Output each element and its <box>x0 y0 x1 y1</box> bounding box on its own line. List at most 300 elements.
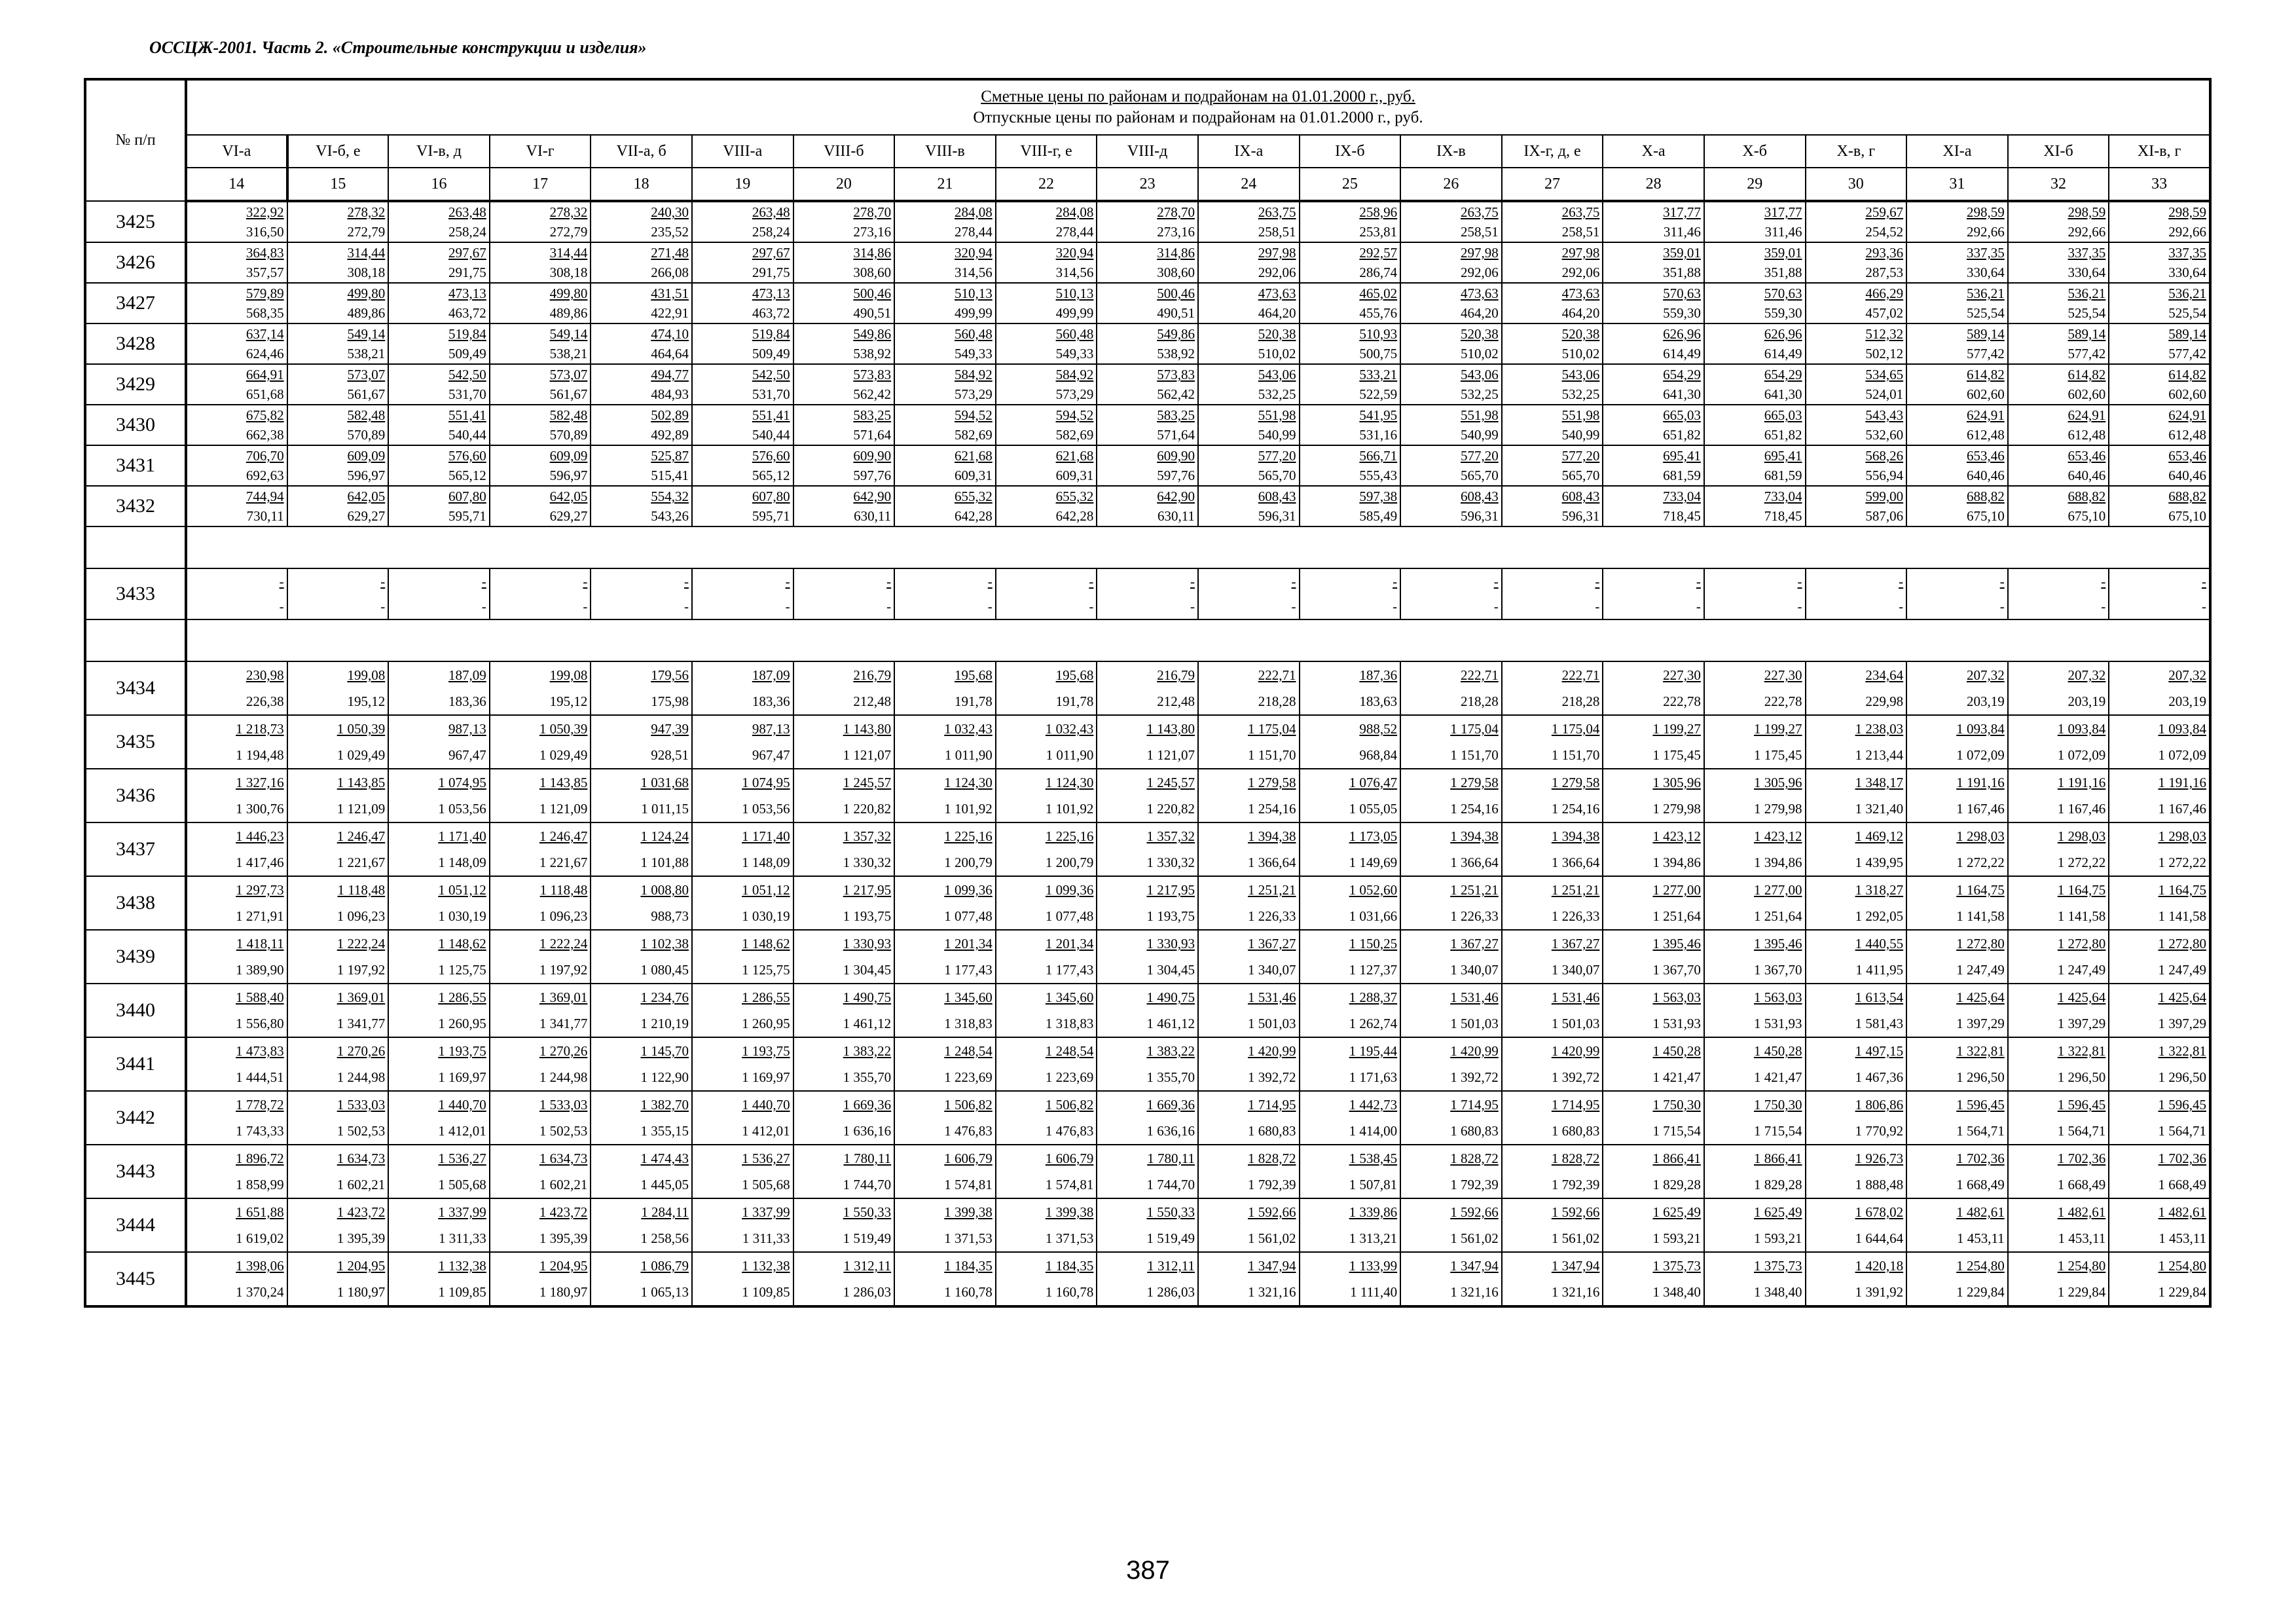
estimate-price: 608,43 <box>1460 489 1499 504</box>
price-cell <box>1906 715 2008 769</box>
estimate-price: 263,75 <box>1561 204 1600 220</box>
price-cell <box>1097 405 1198 445</box>
estimate-price: 624,91 <box>2168 407 2206 423</box>
release-price: 1 262,74 <box>1349 1016 1398 1031</box>
price-cell <box>692 445 793 486</box>
release-price: - <box>1999 599 2005 614</box>
estimate-price: 1 143,85 <box>337 775 386 790</box>
release-price: 1 439,95 <box>1855 855 1904 870</box>
release-price: 612,48 <box>2068 427 2106 443</box>
price-cell <box>692 1252 793 1306</box>
estimate-price: 744,94 <box>246 489 284 504</box>
price-cell <box>1906 364 2008 405</box>
release-price: 1 461,12 <box>843 1016 892 1031</box>
estimate-price: 1 592,66 <box>1551 1204 1600 1220</box>
estimate-price: 1 606,79 <box>944 1151 993 1166</box>
release-price: 258,24 <box>752 224 790 240</box>
release-price: 1 177,43 <box>1045 962 1094 978</box>
release-price: 1 574,81 <box>944 1177 993 1192</box>
estimate-price: 207,32 <box>2168 667 2206 683</box>
release-price: 570,89 <box>549 427 588 443</box>
release-price: 1 286,03 <box>1146 1284 1195 1300</box>
release-price: 1 029,49 <box>539 747 588 763</box>
release-price: 1 151,70 <box>1450 747 1499 763</box>
price-cell <box>388 930 490 984</box>
row-number: 3433 <box>85 568 186 619</box>
price-cell <box>287 661 389 715</box>
price-cell <box>388 242 490 283</box>
price-cell <box>1502 323 1603 364</box>
estimate-price: 1 596,45 <box>1956 1097 2005 1113</box>
price-cell <box>1300 445 1401 486</box>
price-cell <box>894 364 996 405</box>
release-price: 543,26 <box>651 508 689 524</box>
estimate-price: 642,05 <box>347 489 386 504</box>
estimate-price: 551,98 <box>1561 407 1600 423</box>
release-price: 1 421,47 <box>1754 1069 1802 1085</box>
price-cell <box>793 876 895 930</box>
price-cell <box>388 1252 490 1306</box>
release-price: 510,02 <box>1460 346 1499 361</box>
release-price: 1 127,37 <box>1349 962 1398 978</box>
column-number: 14 <box>186 168 287 201</box>
release-price: 1 505,68 <box>742 1177 790 1192</box>
release-price: 490,51 <box>1157 305 1195 321</box>
price-cell <box>1097 984 1198 1037</box>
estimate-price: 594,52 <box>955 407 993 423</box>
estimate-price: 494,77 <box>651 367 689 382</box>
release-price: 561,67 <box>549 386 588 402</box>
estimate-price: 1 806,86 <box>1855 1097 1904 1113</box>
price-cell <box>490 1037 591 1091</box>
region-header: XI-в, г <box>2109 135 2210 168</box>
release-price: 330,64 <box>1966 265 2005 280</box>
column-number: 25 <box>1300 168 1401 201</box>
release-price: 596,97 <box>347 468 386 483</box>
release-price: 1 715,54 <box>1754 1123 1802 1139</box>
price-cell <box>186 930 287 984</box>
estimate-price: 314,44 <box>549 245 588 261</box>
price-cell <box>1806 568 1907 619</box>
column-number: 29 <box>1704 168 1806 201</box>
release-price: 1 304,45 <box>843 962 892 978</box>
release-price: - <box>583 599 588 614</box>
estimate-price: 1 550,33 <box>843 1204 892 1220</box>
spacer-cell <box>85 619 186 661</box>
price-cell <box>894 445 996 486</box>
estimate-price: 695,41 <box>1764 448 1802 464</box>
price-cell <box>1300 1145 1401 1198</box>
price-cell <box>1704 486 1806 526</box>
price-cell <box>1806 242 1907 283</box>
estimate-price: 293,36 <box>1865 245 1904 261</box>
estimate-price: - <box>2202 574 2206 589</box>
estimate-price: 549,14 <box>549 326 588 342</box>
estimate-price: 1 418,11 <box>236 936 284 951</box>
release-price: 1 286,03 <box>843 1284 892 1300</box>
price-cell <box>692 1037 793 1091</box>
estimate-price: 1 425,64 <box>2057 989 2106 1005</box>
estimate-price: 1 399,38 <box>944 1204 993 1220</box>
price-cell <box>287 323 389 364</box>
price-cell <box>1300 323 1401 364</box>
estimate-price: 534,65 <box>1865 367 1904 382</box>
column-number: 33 <box>2109 168 2210 201</box>
estimate-price: 1 482,61 <box>2057 1204 2106 1220</box>
release-price: 1 254,16 <box>1551 801 1600 817</box>
estimate-price: 263,48 <box>448 204 486 220</box>
price-cell <box>793 364 895 405</box>
release-price: 1 169,97 <box>742 1069 790 1085</box>
release-price: 1 101,92 <box>1045 801 1094 817</box>
spacer-cell <box>186 526 2210 568</box>
estimate-price: 621,68 <box>1055 448 1094 464</box>
price-cell <box>692 1198 793 1252</box>
price-cell <box>1603 486 1704 526</box>
table-row <box>85 930 2210 984</box>
price-cell <box>1806 876 1907 930</box>
spacer-row <box>85 619 2210 661</box>
release-price: 484,93 <box>651 386 689 402</box>
price-cell <box>591 364 692 405</box>
estimate-price: - <box>1393 574 1398 589</box>
estimate-price: 573,07 <box>347 367 386 382</box>
release-price: 531,70 <box>448 386 486 402</box>
release-price: 1 502,53 <box>539 1123 588 1139</box>
estimate-price: - <box>1595 574 1600 589</box>
release-price: 308,60 <box>853 265 892 280</box>
estimate-price: - <box>987 574 993 589</box>
price-cell <box>793 201 895 242</box>
estimate-price: 1 625,49 <box>1754 1204 1802 1220</box>
release-price: 292,06 <box>1258 265 1296 280</box>
price-cell <box>1704 661 1806 715</box>
price-cell <box>1704 201 1806 242</box>
price-cell <box>1603 1252 1704 1306</box>
estimate-price: 179,56 <box>651 667 689 683</box>
price-cell <box>591 769 692 822</box>
table-row <box>85 323 2210 364</box>
price-cell <box>1502 822 1603 876</box>
price-cell <box>1502 405 1603 445</box>
release-price: 573,29 <box>955 386 993 402</box>
estimate-price: 1 171,40 <box>742 828 790 844</box>
estimate-price: 583,25 <box>1157 407 1195 423</box>
price-cell <box>1300 661 1401 715</box>
release-price: 577,42 <box>2068 346 2106 361</box>
estimate-price: 1 093,84 <box>1956 721 2005 737</box>
estimate-price: 1 702,36 <box>2158 1151 2206 1166</box>
release-price: - <box>2202 599 2206 614</box>
table-row <box>85 568 2210 619</box>
row-number: 3425 <box>85 201 186 242</box>
release-price: 1 121,07 <box>1146 747 1195 763</box>
release-price: 1 321,16 <box>1248 1284 1296 1300</box>
estimate-price: 607,80 <box>752 489 790 504</box>
release-price: 1 501,03 <box>1551 1016 1600 1031</box>
price-cell <box>490 930 591 984</box>
release-price: - <box>785 599 790 614</box>
price-cell <box>1502 1198 1603 1252</box>
price-cell <box>1603 1198 1704 1252</box>
estimate-price: 1 164,75 <box>1956 882 2005 898</box>
estimate-price: 1 714,95 <box>1551 1097 1600 1113</box>
estimate-price: 314,86 <box>1157 245 1195 261</box>
estimate-price: 609,90 <box>853 448 892 464</box>
release-price: 1 169,97 <box>438 1069 486 1085</box>
price-cell <box>1198 242 1300 283</box>
release-price: 1 065,13 <box>640 1284 689 1300</box>
release-price: - <box>1797 599 1802 614</box>
estimate-price: 549,14 <box>347 326 386 342</box>
estimate-price: 1 669,36 <box>843 1097 892 1113</box>
price-cell <box>1502 984 1603 1037</box>
estimate-price: 1 398,06 <box>236 1258 284 1274</box>
release-price: 258,51 <box>1561 224 1600 240</box>
price-cell <box>1300 876 1401 930</box>
estimate-price: 1 592,66 <box>1450 1204 1499 1220</box>
estimate-price: - <box>1899 574 1904 589</box>
release-price: - <box>886 599 892 614</box>
estimate-price: 1 330,93 <box>1146 936 1195 951</box>
price-cell <box>1300 1037 1401 1091</box>
release-price: 614,49 <box>1764 346 1802 361</box>
release-price: 1 561,02 <box>1450 1230 1499 1246</box>
price-cell <box>1704 1145 1806 1198</box>
estimate-price: 1 482,61 <box>1956 1204 2005 1220</box>
estimate-price: 1 322,81 <box>2158 1043 2206 1059</box>
release-price: 1 371,53 <box>944 1230 993 1246</box>
release-price: 1 193,75 <box>843 908 892 924</box>
price-cell <box>1400 930 1502 984</box>
price-cell <box>1300 486 1401 526</box>
price-cell <box>2109 984 2210 1037</box>
release-price: 662,38 <box>246 427 284 443</box>
price-cell <box>287 1198 389 1252</box>
estimate-price: 655,32 <box>955 489 993 504</box>
region-header-row <box>85 135 2210 168</box>
estimate-price: 500,46 <box>1157 286 1195 301</box>
estimate-price: 1 714,95 <box>1248 1097 1296 1113</box>
estimate-price: 1 191,16 <box>2158 775 2206 790</box>
release-price: 1 151,70 <box>1551 747 1600 763</box>
price-cell <box>186 661 287 715</box>
price-cell <box>793 283 895 323</box>
release-price: 540,44 <box>752 427 790 443</box>
price-cell <box>1806 323 1907 364</box>
estimate-price: 543,06 <box>1258 367 1296 382</box>
estimate-price: 1 254,80 <box>2057 1258 2106 1274</box>
estimate-price: 582,48 <box>347 407 386 423</box>
price-cell <box>2109 486 2210 526</box>
estimate-price: 1 420,99 <box>1248 1043 1296 1059</box>
estimate-price: 1 052,60 <box>1349 882 1398 898</box>
price-cell <box>996 568 1097 619</box>
release-price: 556,94 <box>1865 468 1904 483</box>
estimate-price: 1 399,38 <box>1045 1204 1094 1220</box>
release-price: - <box>481 599 486 614</box>
estimate-price: 502,89 <box>651 407 689 423</box>
price-cell <box>1097 930 1198 984</box>
estimate-price: 1 714,95 <box>1450 1097 1499 1113</box>
release-price: 1 141,58 <box>2057 908 2106 924</box>
release-price: - <box>2101 599 2106 614</box>
price-cell <box>996 822 1097 876</box>
release-price: 422,91 <box>651 305 689 321</box>
estimate-price: 1 173,05 <box>1349 828 1398 844</box>
release-price: 1 668,49 <box>2057 1177 2106 1192</box>
price-cell <box>996 1037 1097 1091</box>
release-price: 1 414,00 <box>1349 1123 1398 1139</box>
column-number: 22 <box>996 168 1097 201</box>
estimate-price: 199,08 <box>347 667 386 683</box>
release-price: 582,69 <box>1055 427 1094 443</box>
price-cell <box>996 405 1097 445</box>
price-cell <box>1400 283 1502 323</box>
estimate-price: 465,02 <box>1359 286 1398 301</box>
estimate-price: 1 613,54 <box>1855 989 1904 1005</box>
estimate-price: 1 490,75 <box>843 989 892 1005</box>
release-price: 1 397,29 <box>2158 1016 2206 1031</box>
estimate-price: 1 148,62 <box>438 936 486 951</box>
estimate-price: - <box>683 574 689 589</box>
price-cell <box>490 822 591 876</box>
release-price: 1 030,19 <box>742 908 790 924</box>
release-price: 203,19 <box>2168 693 2206 709</box>
estimate-price: 1 201,34 <box>1045 936 1094 951</box>
release-price: 1 519,49 <box>843 1230 892 1246</box>
region-header: VIII-г, е <box>996 135 1097 168</box>
release-price: 183,63 <box>1359 693 1398 709</box>
price-cell <box>591 1252 692 1306</box>
estimate-price: 234,64 <box>1865 667 1904 683</box>
release-price: 1 313,21 <box>1349 1230 1398 1246</box>
release-price: - <box>1493 599 1499 614</box>
release-price: 538,21 <box>347 346 386 361</box>
price-cell <box>2008 283 2109 323</box>
price-cell <box>490 364 591 405</box>
price-cell <box>692 984 793 1037</box>
release-price: 258,51 <box>1460 224 1499 240</box>
release-price: 1 680,83 <box>1248 1123 1296 1139</box>
estimate-price: 1 184,35 <box>1045 1258 1094 1274</box>
estimate-price: 520,38 <box>1460 326 1499 342</box>
release-price: 1 367,70 <box>1652 962 1701 978</box>
release-price: 1 125,75 <box>742 962 790 978</box>
estimate-price: 1 596,45 <box>2057 1097 2106 1113</box>
price-cell <box>1906 769 2008 822</box>
price-cell <box>1806 1037 1907 1091</box>
price-cell <box>490 1198 591 1252</box>
release-price: 629,27 <box>549 508 588 524</box>
release-price: 1 011,90 <box>1046 747 1094 763</box>
estimate-price: 1 074,95 <box>742 775 790 790</box>
estimate-price: 570,63 <box>1663 286 1701 301</box>
estimate-price: 1 469,12 <box>1855 828 1904 844</box>
row-number: 3439 <box>85 930 186 984</box>
price-cell <box>692 486 793 526</box>
estimate-price: 1 482,61 <box>2158 1204 2206 1220</box>
estimate-price: 695,41 <box>1663 448 1701 464</box>
estimate-price: 626,96 <box>1663 326 1701 342</box>
price-cell <box>1198 769 1300 822</box>
price-cell <box>692 876 793 930</box>
estimate-price: 466,29 <box>1865 286 1904 301</box>
release-price: 515,41 <box>651 468 689 483</box>
estimate-price: 1 076,47 <box>1349 775 1398 790</box>
release-price: 510,02 <box>1258 346 1296 361</box>
estimate-price: 216,79 <box>853 667 892 683</box>
release-price: 314,56 <box>1055 265 1094 280</box>
release-price: 532,60 <box>1865 427 1904 443</box>
price-cell <box>1097 486 1198 526</box>
estimate-price: 1 270,26 <box>539 1043 588 1059</box>
estimate-price: 1 118,48 <box>539 882 588 898</box>
release-price: 1 593,21 <box>1652 1230 1701 1246</box>
release-price: 272,79 <box>549 224 588 240</box>
price-cell <box>2008 568 2109 619</box>
price-cell <box>1603 984 1704 1037</box>
estimate-price: 519,84 <box>448 326 486 342</box>
price-cell <box>1198 201 1300 242</box>
region-header: X-в, г <box>1806 135 1907 168</box>
release-price: 614,49 <box>1663 346 1701 361</box>
estimate-price: 1 225,16 <box>944 828 993 844</box>
release-price: 272,79 <box>347 224 386 240</box>
release-price: 489,86 <box>549 305 588 321</box>
estimate-price: 1 195,44 <box>1349 1043 1398 1059</box>
estimate-price: 1 093,84 <box>2158 721 2206 737</box>
column-number: 18 <box>591 168 692 201</box>
release-price: 641,30 <box>1764 386 1802 402</box>
release-price: 1 370,24 <box>236 1284 284 1300</box>
release-price: 1 304,45 <box>1146 962 1195 978</box>
release-price: 499,99 <box>955 305 993 321</box>
price-cell <box>388 1091 490 1145</box>
release-price: 596,97 <box>549 468 588 483</box>
region-header: X-б <box>1704 135 1806 168</box>
release-price: 258,51 <box>1258 224 1296 240</box>
estimate-price: 1 051,12 <box>742 882 790 898</box>
price-cell <box>1198 876 1300 930</box>
release-price: 266,08 <box>651 265 689 280</box>
release-price: 1 121,09 <box>337 801 386 817</box>
price-cell <box>1603 242 1704 283</box>
release-price: 675,10 <box>2168 508 2206 524</box>
release-price: 1 743,33 <box>236 1123 284 1139</box>
row-number: 3442 <box>85 1091 186 1145</box>
estimate-price: 688,82 <box>1966 489 2005 504</box>
estimate-price: 1 171,40 <box>438 828 486 844</box>
row-number-header: № п/п <box>85 79 186 201</box>
release-price: 568,35 <box>246 305 284 321</box>
estimate-price: 1 245,57 <box>843 775 892 790</box>
row-number: 3435 <box>85 715 186 769</box>
release-price: 175,98 <box>651 693 689 709</box>
region-header: IX-б <box>1300 135 1401 168</box>
estimate-price: 314,86 <box>853 245 892 261</box>
price-cell <box>2109 1037 2210 1091</box>
estimate-price: 1 345,60 <box>1045 989 1094 1005</box>
release-price: 1 367,70 <box>1754 962 1802 978</box>
release-price: 218,28 <box>1258 693 1296 709</box>
release-price: 1 564,71 <box>2057 1123 2106 1139</box>
estimate-price: 688,82 <box>2068 489 2106 504</box>
release-price: 1 507,81 <box>1349 1177 1398 1192</box>
price-cell <box>1906 283 2008 323</box>
release-price: 596,31 <box>1258 508 1296 524</box>
estimate-price: 1 298,03 <box>1956 828 2005 844</box>
